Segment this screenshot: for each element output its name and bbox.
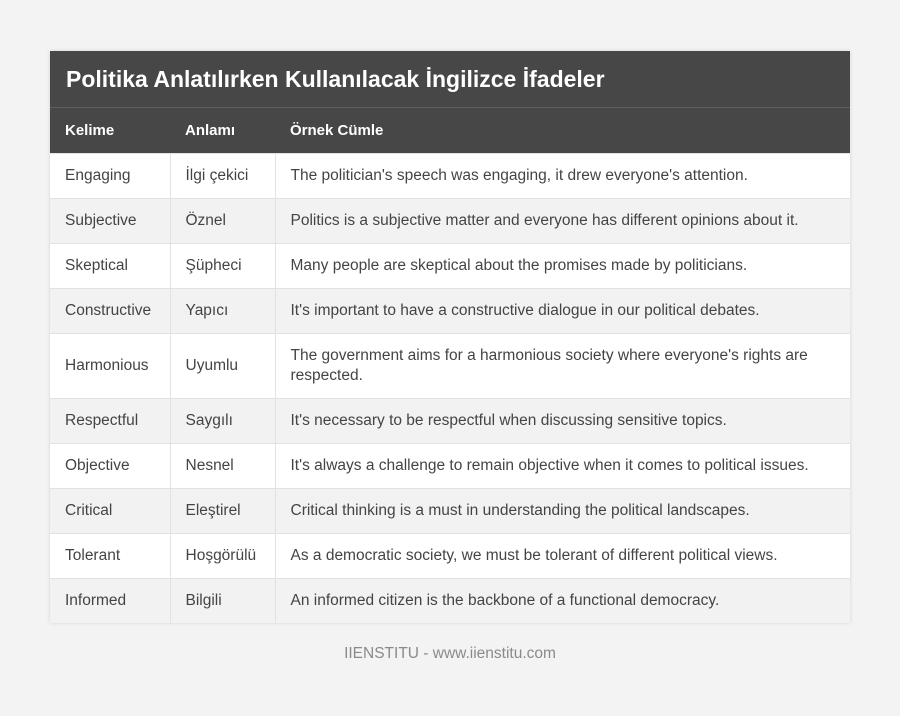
cell-meaning: Bilgili [170,578,275,623]
cell-meaning: Nesnel [170,443,275,488]
cell-example: Many people are skeptical about the promises made by politicians. [275,243,850,288]
cell-example: It's necessary to be respectful when discussing sensitive topics. [275,398,850,443]
cell-example: The politician's speech was engaging, it drew everyone's attention. [275,153,850,198]
vocabulary-table [50,108,850,623]
cell-word: Engaging [50,153,170,198]
cell-meaning: Eleştirel [170,488,275,533]
table-row [50,333,850,398]
table-row [50,398,850,443]
table-row [50,153,850,198]
cell-example: The government aims for a harmonious society where everyone's rights are respected. [275,333,850,398]
table-row [50,198,850,243]
footer-credit: IIENSTITU - www.iienstitu.com [344,645,556,662]
cell-word: Constructive [50,288,170,333]
cell-example: As a democratic society, we must be tolerant of different political views. [275,533,850,578]
table-row [50,578,850,623]
table-header-row [50,108,850,153]
cell-word: Harmonious [50,333,170,398]
vocabulary-card [50,51,850,623]
table-row [50,243,850,288]
cell-meaning: Yapıcı [170,288,275,333]
cell-word: Objective [50,443,170,488]
cell-word: Informed [50,578,170,623]
cell-meaning: Uyumlu [170,333,275,398]
column-header-anlami: Anlamı [170,108,275,153]
table-title: Politika Anlatılırken Kullanılacak İngilizce İfadeler [50,51,850,108]
column-header-ornek-cumle: Örnek Cümle [275,108,850,153]
cell-example: Politics is a subjective matter and everyone has different opinions about it. [275,198,850,243]
cell-word: Subjective [50,198,170,243]
column-header-kelime: Kelime [50,108,170,153]
table-row [50,288,850,333]
cell-word: Tolerant [50,533,170,578]
cell-example: Critical thinking is a must in understanding the political landscapes. [275,488,850,533]
table-row [50,533,850,578]
table-row [50,488,850,533]
cell-meaning: Şüpheci [170,243,275,288]
table-row [50,443,850,488]
cell-meaning: İlgi çekici [170,153,275,198]
cell-meaning: Öznel [170,198,275,243]
cell-word: Skeptical [50,243,170,288]
cell-example: It's always a challenge to remain objective when it comes to political issues. [275,443,850,488]
cell-example: An informed citizen is the backbone of a functional democracy. [275,578,850,623]
cell-word: Critical [50,488,170,533]
cell-meaning: Hoşgörülü [170,533,275,578]
cell-example: It's important to have a constructive dialogue in our political debates. [275,288,850,333]
cell-meaning: Saygılı [170,398,275,443]
cell-word: Respectful [50,398,170,443]
